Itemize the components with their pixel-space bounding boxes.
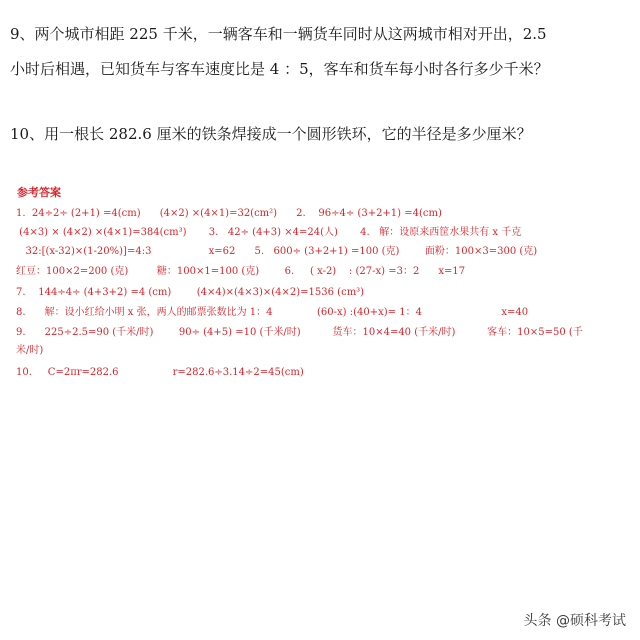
answer-line-8: 米/时)	[16, 345, 44, 356]
answer-line-7: 9. 225÷2.5=90 (千米/时) 90÷ (4+5) =10 (千米/时) 货车：10×4=40 (千米/时) 客车：10×5=50 (千	[16, 327, 583, 338]
answer-section-title: 参考答案	[17, 186, 61, 199]
question-9-line-1: 9、两个城市相距 225 千米，一辆客车和一辆货车同时从这两城市相对开出，2.5	[10, 25, 547, 43]
answer-line-2: (4×3) × (4×2) ×(4×1)=384(cm³) 3. 42÷ (4+3) ×4=24(人) 4. 解：设原来西筐水果共有 x 千克	[16, 227, 522, 238]
answer-line-4: 红豆：100×2=200 (克) 糖：100×1=100 (克) 6. ( x-2) : (27-x) =3：2 x=17	[16, 266, 466, 277]
watermark-text: 头条 @硕科考试	[523, 613, 626, 629]
answer-line-1: 1. 24÷2÷ (2+1) =4(cm) (4×2) ×(4×1)=32(cm²) 2. 96÷4÷ (3+2+1) =4(cm)	[16, 208, 442, 219]
answer-line-3: 32:[(x-32)×(1-20%)]=4:3 x=62 5. 600÷ (3+2+1) =100 (克) 面粉：100×3=300 (克)	[16, 246, 538, 257]
question-10: 10、用一根长 282.6 厘米的铁条焊接成一个圆形铁环，它的半径是多少厘米？	[10, 125, 532, 143]
question-9-line-2: 小时后相遇，已知货车与客车速度比是 4 ：5，客车和货车每小时各行多少千米？	[10, 60, 549, 78]
answer-line-9: 10. C=2πr=282.6 r=282.6÷3.14÷2=45(cm)	[16, 367, 304, 378]
answer-line-5: 7. 144÷4÷ (4+3+2) =4 (cm) (4×4)×(4×3)×(4×2)=1536 (cm³)	[16, 287, 365, 298]
answer-line-6: 8. 解：设小红给小明 x 张，两人的邮票张数比为 1：4 (60-x) :(40+x)= 1：4 x=40	[16, 307, 529, 318]
